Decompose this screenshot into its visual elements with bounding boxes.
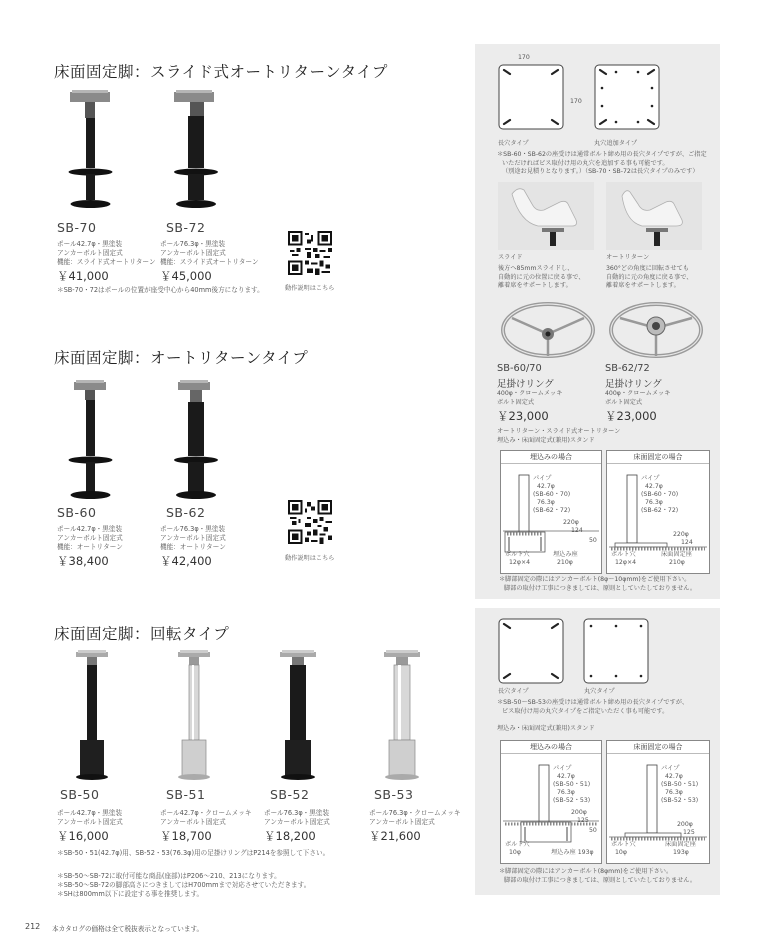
price-sb53: ￥21,600 [369,829,421,843]
product-image-sb52 [270,650,330,780]
ring2-model: SB-62/72 [605,363,650,374]
model-sb52: SB-52 [270,787,310,802]
floor-diagram-bottom: 床面固定の場合 パイプ 42.7φ (SB-50・51) 76.3φ (SB-52・53) 200φ 125 ボルト穴 10φ 床面固定座 193φ [606,740,710,864]
product-image-sb60 [66,378,126,504]
qr-code-2[interactable] [288,500,332,544]
plate-dim-height: 170 [570,98,582,105]
plate-slot-diagram [498,64,570,132]
plate-dim-width: 170 [518,54,530,61]
photo-slide [498,182,594,250]
photo-autoreturn [606,182,702,250]
note-swivel-4: ＊SHは800mm以下に設定する事を推奨します。 [57,890,204,898]
note-swivel-2: ＊SB-50〜SB-72に取付可能な商品(座部)はP206〜210、213になります。 [57,872,281,880]
price-sb50: ￥16,000 [57,829,109,843]
model-sb72: SB-72 [166,220,206,235]
spec-sb70: ポール42.7φ・黒塗装 アンカーボルト固定式 機能：スライド式オートリターン [57,240,156,266]
model-sb50: SB-50 [60,787,100,802]
qr-caption-2: 動作説明はこちら [285,555,335,562]
ring2-spec: 400φ・クロームメッキ ボルト固定式 [605,390,671,406]
note-swivel-1: ＊SB-50・51(42.7φ)用、SB-52・53(76.3φ)用の足掛けリングはP214を参照して下さい。 [57,849,330,857]
ring2-price: ￥23,000 [605,409,657,423]
plate1-label: 長穴タイプ [498,140,529,147]
section-title-swivel: 床面固定脚：回転タイプ [54,625,230,643]
model-sb53: SB-53 [374,787,414,802]
stand-title-top: オートリターン・スライド式オートリターン 埋込み・床面固定式(兼用)スタンド [497,428,621,444]
qr-caption-1: 動作説明はこちら [285,285,335,292]
product-image-sb53 [374,650,434,780]
plate-slot-diagram-2 [498,618,570,686]
product-image-sb72 [170,88,230,214]
plate-note-top: ＊SB-60・SB-62の座受けは通常ボルト締め用の長穴タイプですが、ご指定 いただければビス取付け用の丸穴を追加する事も可能です。 （別途お見積りとなります。）（SB-70・SB-72は長穴タイプのみです） [497,151,707,175]
photo-slide-label: スライド [498,254,523,261]
model-sb62: SB-62 [166,505,206,520]
note-swivel-3: ＊SB-50〜SB-72の脚部高さにつきましてはH700mmまで対応させていただきます。 [57,881,311,889]
product-image-sb51 [166,650,226,780]
photo-autoreturn-desc: 360°どの角度に回転させても 自動的に元の角度に戻る事で、 離着席をサポートします。 [606,265,693,289]
ring-image-sb62-72 [606,298,706,360]
ring1-spec: 400φ・クロームメッキ ボルト固定式 [497,390,563,406]
spec-sb62: ポール76.3φ・黒塗装 アンカーボルト固定式 機能：オートリターン [160,525,226,551]
plate2-label: 丸穴追加タイプ [594,140,638,147]
photo-slide-desc: 後方へ85mmスライドし、 自動的に元の位置に戻る事で、 離着席をサポートします。 [498,265,585,289]
price-sb62: ￥42,400 [160,554,212,568]
page-number: 212 [25,922,41,931]
spec-sb52: ポール76.3φ・黒塗装 アンカーボルト固定式 [264,809,330,826]
ring1-model: SB-60/70 [497,363,542,374]
plate1-label-2: 長穴タイプ [498,688,529,695]
spec-sb51: ポール42.7φ・クロームメッキ アンカーボルト固定式 [160,809,252,826]
model-sb60: SB-60 [57,505,97,520]
model-sb70: SB-70 [57,220,97,235]
model-sb51: SB-51 [166,787,206,802]
price-sb70: ￥41,000 [57,269,109,283]
plate-note-bottom: ＊SB-50〜SB-53の座受けは通常ボルト締め用の長穴タイプですが、 ビス取付け用の丸穴タイプをご指定いただく事も可能です。 [497,699,689,715]
qr-code-1[interactable] [288,231,332,275]
photo-autoreturn-label: オートリターン [606,254,650,261]
plate2-label-2: 丸穴タイプ [584,688,615,695]
spec-sb53: ポール76.3φ・クロームメッキ アンカーボルト固定式 [369,809,461,826]
note-slide: ＊SB-70・72はポールの位置が座受中心から40mm後方になります。 [57,286,264,294]
plate-round-hole-diagram [594,64,664,132]
section-title-slide: 床面固定脚：スライド式オートリターンタイプ [54,63,388,81]
spec-sb72: ポール76.3φ・黒塗装 アンカーボルト固定式 機能：スライド式オートリターン [160,240,259,266]
embed-diagram-top: 埋込みの場合 パイプ 42.7φ (SB-60・70) 76.3φ (SB-62・72) 220φ 124 50 ボルト穴 12φ×4 埋込み座 210φ [500,450,602,574]
product-image-sb70 [66,88,126,214]
ring1-name: 足掛けリング [497,379,554,390]
ring1-price: ￥23,000 [497,409,549,423]
price-sb60: ￥38,400 [57,554,109,568]
price-sb72: ￥45,000 [160,269,212,283]
price-sb51: ￥18,700 [160,829,212,843]
section-title-autoreturn: 床面固定脚：オートリターンタイプ [54,349,309,367]
anchor-note-top: ＊脚部固定の際にはアンカーボルト(8φ〜10φmm)をご使用下さい。 脚部の取付け工事につきましては、原則としていたしておりません。 [499,576,697,592]
footer-note: 本カタログの価格は全て税抜表示となっています。 [52,925,204,933]
spec-sb50: ポール42.7φ・黒塗装 アンカーボルト固定式 [57,809,123,826]
anchor-note-bottom: ＊脚部固定の際にはアンカーボルト(8φmm)をご使用下さい。 脚部の取付け工事につきましては、原則としていたしておりません。 [499,868,697,884]
price-sb52: ￥18,200 [264,829,316,843]
product-image-sb62 [170,378,230,504]
ring-image-sb60-70 [498,298,598,360]
embed-diagram-bottom: 埋込みの場合 パイプ 42.7φ (SB-50・51) 76.3φ (SB-52・53) 200φ 125 50 ボルト穴 10φ 埋込み座 193φ [500,740,602,864]
stand-title-bottom: 埋込み・床面固定式(兼用)スタンド [497,725,595,732]
floor-diagram-top: 床面固定の場合 パイプ 42.7φ (SB-60・70) 76.3φ (SB-62・72) 220φ 124 ボルト穴 12φ×4 床面固定座 210φ [606,450,710,574]
spec-sb60: ポール42.7φ・黒塗装 アンカーボルト固定式 機能：オートリターン [57,525,123,551]
product-image-sb50 [64,650,124,780]
ring2-name: 足掛けリング [605,379,662,390]
plate-round-diagram-2 [583,618,655,686]
